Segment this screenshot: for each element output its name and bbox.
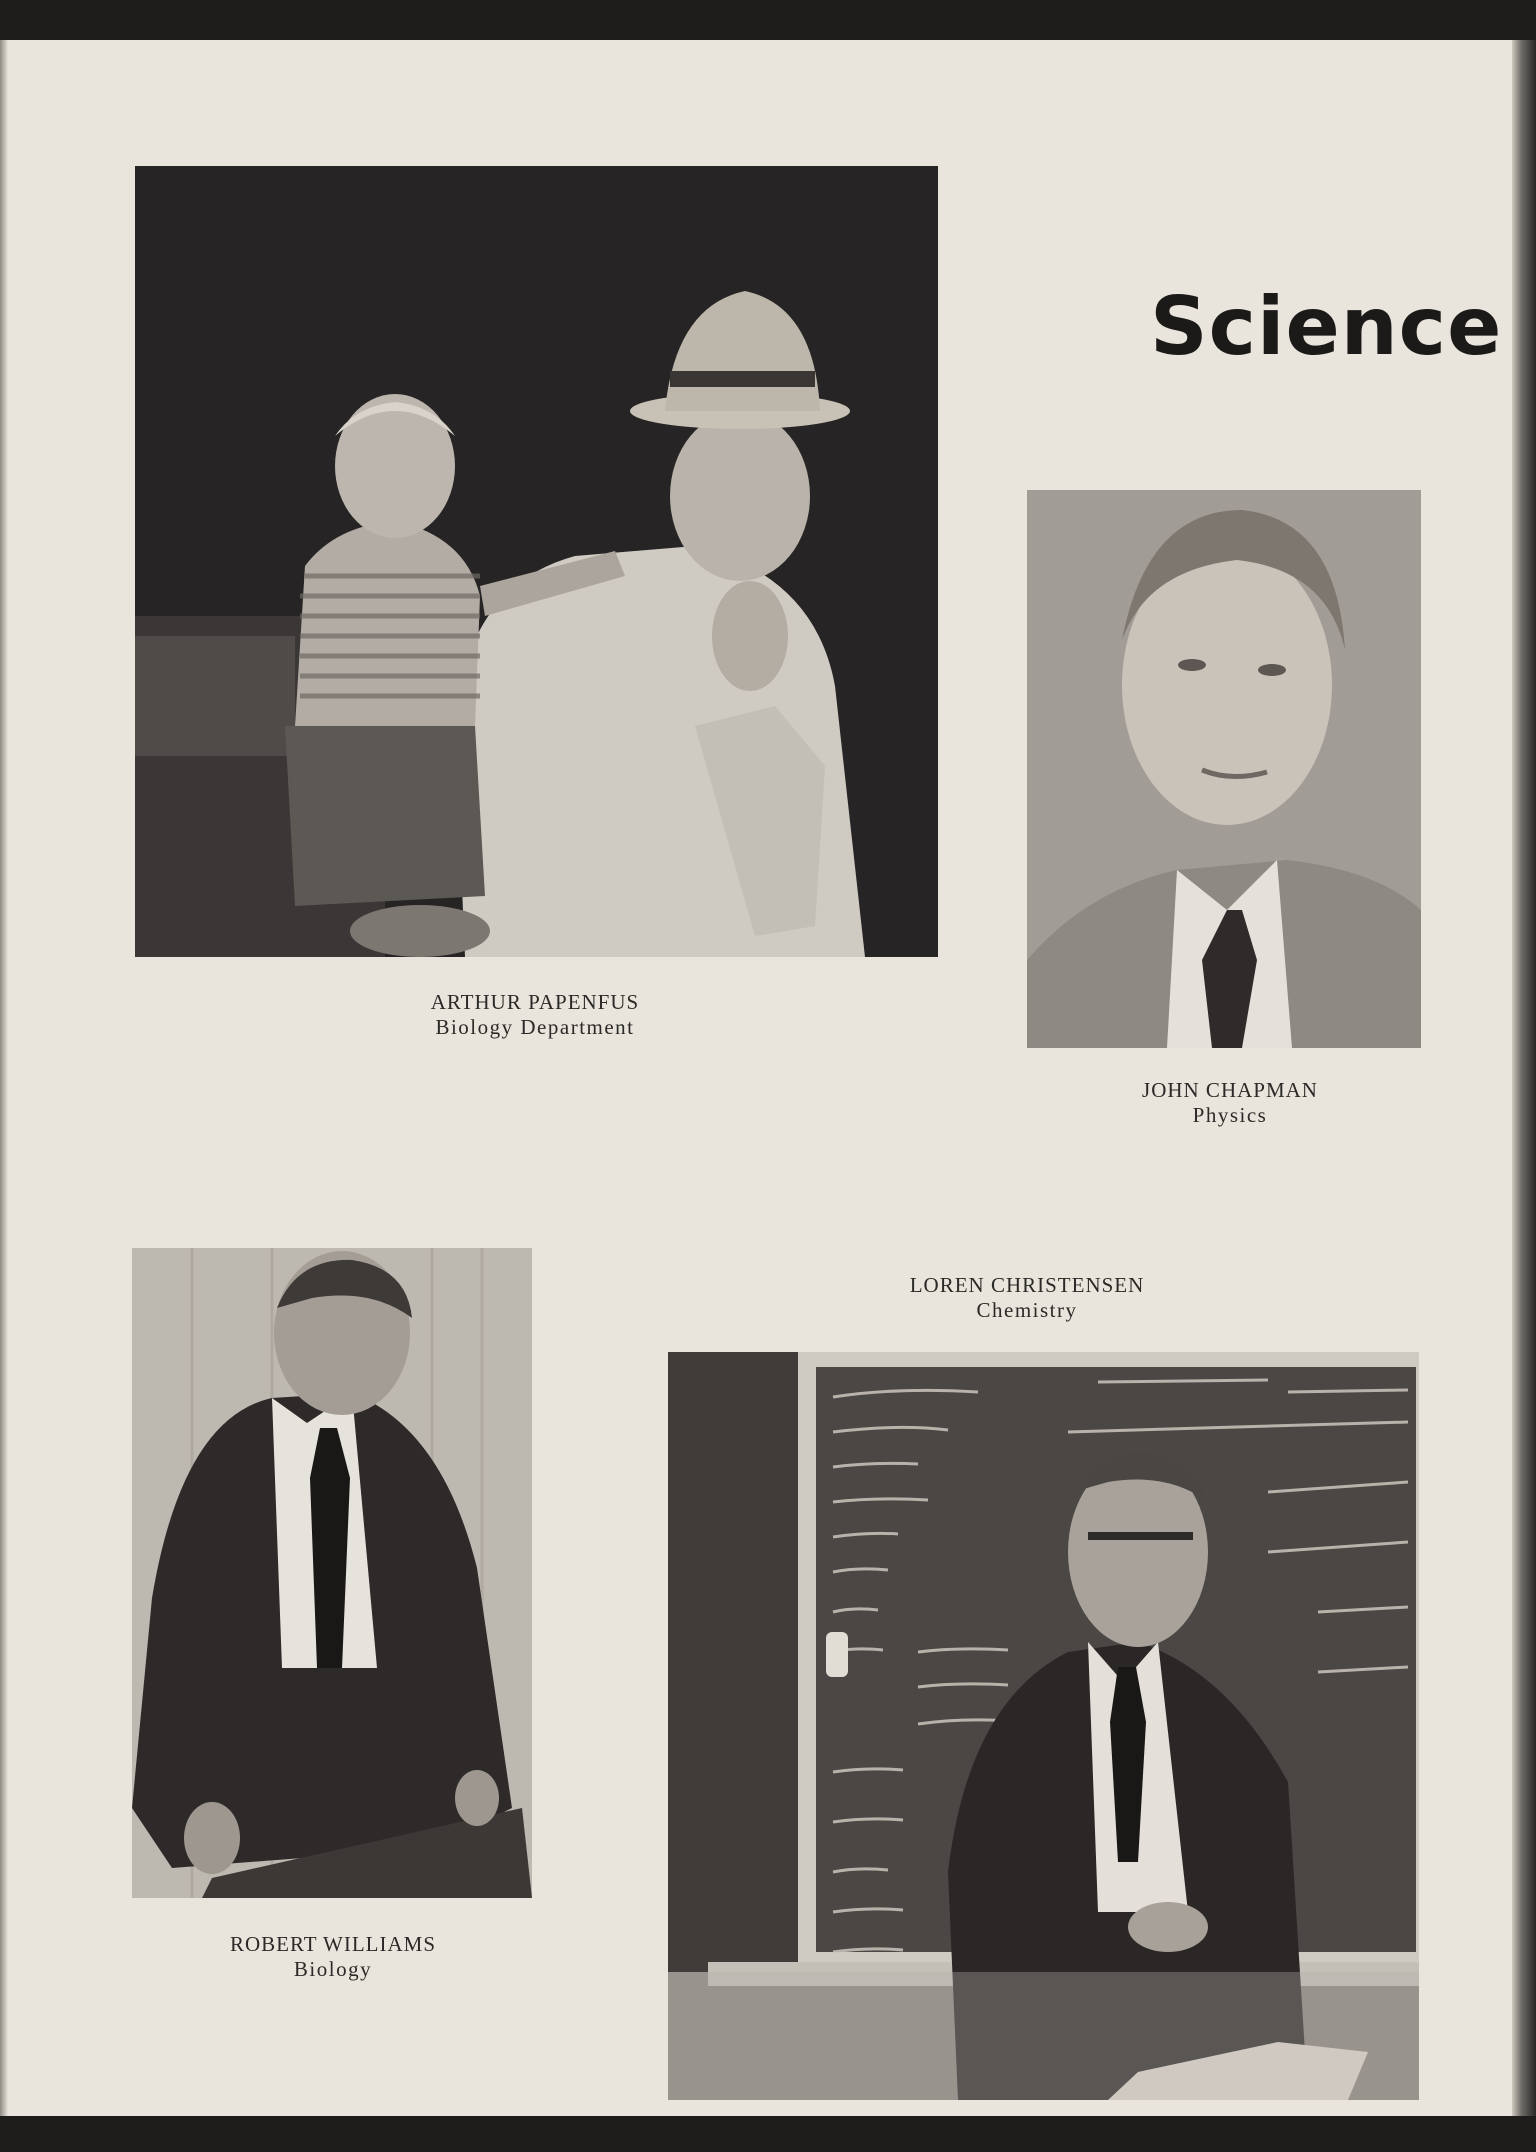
caption-department: Biology Department — [435, 1015, 635, 1039]
caption-arthur-papenfus — [335, 990, 735, 1040]
caption-name: ROBERT WILLIAMS — [229, 1932, 437, 1956]
photo-arthur-papenfus — [135, 166, 938, 957]
section-title: Science — [1150, 280, 1503, 373]
photo-loren-christensen — [668, 1352, 1419, 2100]
caption-department: Physics — [1192, 1103, 1268, 1127]
photo-williams-image — [132, 1248, 532, 1898]
caption-name: JOHN CHAPMAN — [1142, 1078, 1318, 1102]
page-binding — [1512, 40, 1536, 2116]
photo-chapman-image — [1027, 490, 1421, 1048]
photo-robert-williams — [132, 1248, 532, 1898]
caption-department: Chemistry — [976, 1298, 1078, 1322]
caption-name: ARTHUR PAPENFUS — [430, 990, 640, 1014]
caption-department: Biology — [293, 1957, 373, 1981]
photo-john-chapman — [1027, 490, 1421, 1048]
caption-john-chapman — [1040, 1078, 1420, 1128]
caption-name: LOREN CHRISTENSEN — [909, 1273, 1145, 1297]
caption-robert-williams — [133, 1932, 533, 1982]
photo-christensen-image — [668, 1352, 1419, 2100]
caption-loren-christensen — [827, 1273, 1227, 1323]
page-edge-left — [0, 40, 8, 2116]
photo-papenfus-image — [135, 166, 938, 957]
